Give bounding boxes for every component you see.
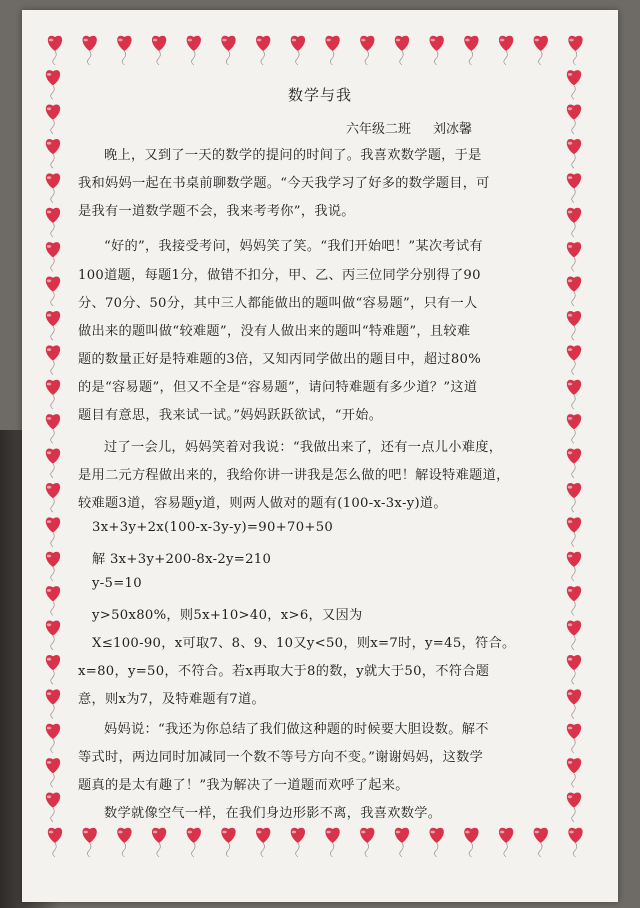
heart-balloon-icon	[395, 828, 409, 857]
heart-balloon-icon	[567, 655, 581, 684]
heart-balloon-icon	[567, 311, 581, 340]
heart-balloon-icon	[46, 414, 60, 443]
heart-balloon-icon	[360, 36, 374, 65]
heart-balloon-icon	[567, 173, 581, 202]
text-line: 过了一会儿，妈妈笑着对我说：“我做出来了，还有一点儿小难度，	[104, 440, 503, 455]
text-line: 我和妈妈一起在书桌前聊数学题。“今天我学习了好多的数学题目，可	[78, 176, 490, 191]
text-line: 妈妈说：“我还为你总结了我们做这种题的时候要大胆设数。解不	[104, 722, 489, 737]
heart-balloon-icon	[534, 36, 548, 65]
heart-balloon-icon	[46, 277, 60, 306]
heart-balloon-icon	[46, 105, 60, 134]
heart-balloon-icon	[117, 36, 131, 65]
heart-balloon-icon	[567, 345, 581, 374]
heart-balloon-icon	[46, 586, 60, 615]
heart-balloon-icon	[567, 552, 581, 581]
heart-balloon-icon	[83, 36, 97, 65]
heart-balloon-icon	[46, 758, 60, 787]
text-line: 晚上，又到了一天的数学的提问的时间了。我喜欢数学题，于是	[104, 148, 482, 163]
heart-balloon-icon	[256, 36, 270, 65]
text-line: 题的数量正好是特难题的3倍，又知丙同学做出的题目中，超过80%	[78, 352, 482, 367]
text-line: 意，则x为7，及特难题有7道。	[78, 692, 265, 707]
heart-balloon-icon	[499, 36, 513, 65]
heart-balloon-icon	[187, 36, 201, 65]
heart-balloon-icon	[567, 689, 581, 718]
heart-balloon-icon	[46, 483, 60, 512]
heart-balloon-icon	[395, 36, 409, 65]
equation-line: 解 3x+3y+200-8x-2y=210	[92, 552, 272, 567]
heart-balloon-icon	[567, 621, 581, 650]
heart-balloon-icon	[46, 242, 60, 271]
heart-balloon-icon	[46, 380, 60, 409]
equation-line: y-5=10	[92, 576, 142, 591]
text-line: 是我有一道数学题不会，我来考考你”，我说。	[78, 204, 355, 219]
heart-balloon-icon	[567, 105, 581, 134]
heart-balloon-icon	[567, 793, 581, 822]
heart-balloon-icon	[152, 828, 166, 857]
heart-balloon-icon	[46, 208, 60, 237]
heart-balloon-icon	[464, 36, 478, 65]
text-line: x=80，y=50，不符合。若x再取大于8的数，y就大于50，不符合题	[78, 664, 490, 679]
text-line: 等式时，两边同时加减同一个数不等号方向不变。”谢谢妈妈，这数学	[78, 750, 484, 765]
heart-balloon-icon	[568, 36, 582, 65]
heart-balloon-icon	[325, 828, 339, 857]
heart-balloon-icon	[567, 414, 581, 443]
heart-balloon-icon	[430, 828, 444, 857]
heart-balloon-icon	[499, 828, 513, 857]
text-line: 的是“容易题”，但又不全是“容易题”，请问特难题有多少道？”这道	[78, 380, 478, 395]
heart-balloon-icon	[568, 828, 582, 857]
heart-balloon-icon	[567, 277, 581, 306]
heart-balloon-icon	[221, 36, 235, 65]
heart-balloon-icon	[48, 36, 62, 65]
text-line: 做出来的题叫做“较难题”，没有人做出来的题叫“特难题”，且较难	[78, 324, 471, 339]
heart-balloon-icon	[46, 793, 60, 822]
heart-balloon-icon	[567, 139, 581, 168]
heart-balloon-icon	[46, 311, 60, 340]
equation-line: 3x+3y+2x(100-x-3y-y)=90+70+50	[92, 520, 334, 535]
heart-balloon-icon	[567, 758, 581, 787]
equation-line: y>50x80%，则5x+10>40，x>6，又因为	[92, 608, 363, 623]
heart-balloon-icon	[46, 655, 60, 684]
text-line: 是用二元方程做出来的，我给你讲一讲我是怎么做的吧！解设特难题道，	[78, 468, 510, 483]
heart-balloon-icon	[534, 828, 548, 857]
heart-balloon-icon	[360, 828, 374, 857]
heart-balloon-icon	[567, 517, 581, 546]
heart-balloon-icon	[567, 70, 581, 99]
heart-balloon-icon	[567, 483, 581, 512]
heart-balloon-icon	[46, 689, 60, 718]
class-label: 六年级二班	[346, 122, 412, 137]
heart-balloon-icon	[46, 139, 60, 168]
heart-balloon-icon	[152, 36, 166, 65]
heart-balloon-icon	[46, 449, 60, 478]
heart-balloon-icon	[46, 621, 60, 650]
heart-balloon-icon	[46, 173, 60, 202]
heart-balloon-icon	[567, 449, 581, 478]
heart-balloon-icon	[291, 828, 305, 857]
text-line: 题目有意思，我来试一试。”妈妈跃跃欲试，“开始。	[78, 408, 383, 423]
heart-balloon-icon	[256, 828, 270, 857]
heart-balloon-icon	[464, 828, 478, 857]
byline	[346, 118, 472, 137]
heart-balloon-icon	[46, 517, 60, 546]
equation-line: X≤100-90，x可取7、8、9、10又y<50，则x=7时，y=45，符合。	[92, 636, 516, 651]
text-line: 100道题，每题1分，做错不扣分，甲、乙、丙三位同学分别得了90	[78, 268, 481, 283]
heart-balloon-icon	[83, 828, 97, 857]
heart-balloon-icon	[567, 242, 581, 271]
text-line: 题真的是太有趣了！”我为解决了一道题而欢呼了起来。	[78, 778, 409, 793]
heart-balloon-icon	[46, 70, 60, 99]
heart-balloon-icon	[567, 586, 581, 615]
heart-balloon-icon	[567, 380, 581, 409]
text-line: 分、70分、50分，其中三人都能做出的题叫做“容易题”，只有一人	[78, 296, 478, 311]
heart-balloon-icon	[187, 828, 201, 857]
heart-balloon-icon	[325, 36, 339, 65]
author-name: 刘冰馨	[433, 122, 473, 137]
heart-balloon-icon	[46, 345, 60, 374]
heart-balloon-icon	[430, 36, 444, 65]
heart-balloon-icon	[567, 724, 581, 753]
page-title: 数学与我	[287, 86, 352, 104]
text-line: 较难题3道，容易题y道，则两人做对的题有(100-x-3x-y)道。	[78, 496, 447, 511]
heart-balloon-icon	[46, 552, 60, 581]
heart-balloon-icon	[48, 828, 62, 857]
heart-balloon-icon	[221, 828, 235, 857]
text-line: 数学就像空气一样，在我们身边形影不离，我喜欢数学。	[104, 806, 442, 821]
text-line: “好的”，我接受考问，妈妈笑了笑。“我们开始吧！”某次考试有	[104, 239, 483, 254]
heart-balloon-icon	[291, 36, 305, 65]
heart-balloon-icon	[46, 724, 60, 753]
heart-balloon-icon	[567, 208, 581, 237]
heart-balloon-icon	[117, 828, 131, 857]
